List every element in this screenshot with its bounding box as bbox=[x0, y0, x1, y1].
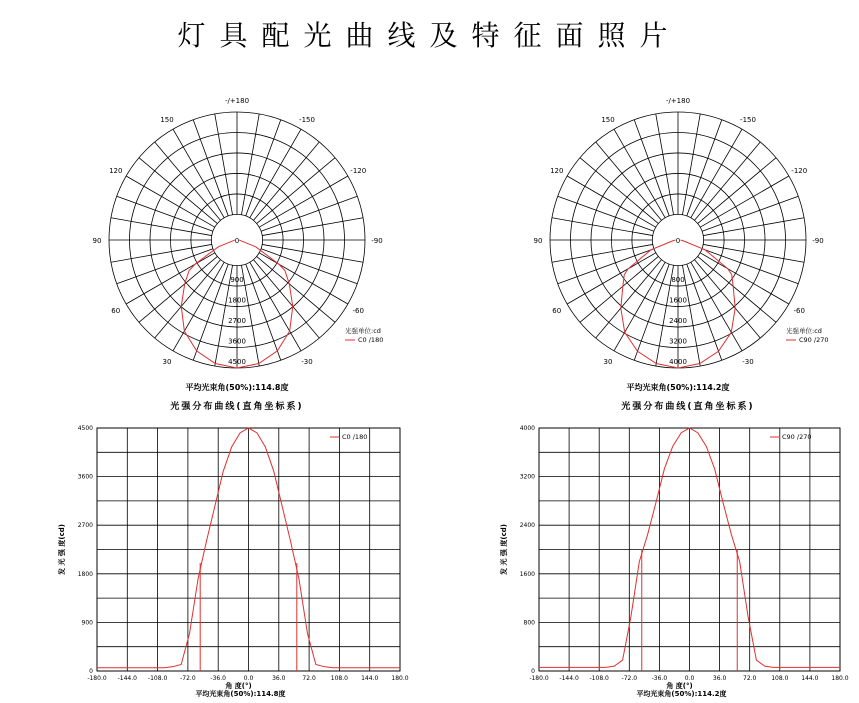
x-tick-label: 72.0 bbox=[743, 675, 757, 682]
polar-angle-label: 60 bbox=[552, 307, 562, 315]
x-tick-label: -36.0 bbox=[651, 675, 668, 682]
polar-spoke bbox=[703, 218, 804, 236]
x-tick-label: -180.0 bbox=[529, 675, 549, 682]
polar-radial-tick-label: 1800 bbox=[228, 296, 246, 305]
y-tick-label: 0 bbox=[531, 668, 535, 675]
polar-angle-label: -60 bbox=[793, 307, 805, 315]
y-tick-label: 3600 bbox=[77, 473, 93, 481]
polar-angle-label: 30 bbox=[162, 358, 172, 367]
polar-angle-label: 30 bbox=[603, 358, 613, 367]
polar-spoke bbox=[111, 244, 212, 262]
x-tick-label: 0.0 bbox=[684, 675, 695, 682]
polar-angle-label: -/+180 bbox=[665, 97, 691, 105]
x-tick-label: 144.0 bbox=[361, 675, 379, 682]
cartesian-heading-right: 光强分布曲线(直角坐标系) bbox=[621, 402, 755, 412]
x-tick-label: -72.0 bbox=[621, 675, 638, 682]
y-tick-label: 1600 bbox=[519, 570, 535, 578]
polar-spoke bbox=[193, 120, 228, 216]
polar-angle-label: -120 bbox=[791, 167, 808, 175]
x-tick-label: 180.0 bbox=[391, 675, 409, 682]
y-tick-label: 4500 bbox=[77, 425, 93, 432]
polar-radial-tick-label: 1600 bbox=[669, 296, 687, 305]
polar-radial-tick-label: 0 bbox=[234, 237, 240, 245]
x-tick-label: 108.0 bbox=[330, 675, 348, 682]
polar-spoke bbox=[634, 120, 669, 216]
x-tick-label: 180.0 bbox=[831, 675, 849, 682]
polar-angle-label: 120 bbox=[109, 167, 123, 175]
polar-spoke bbox=[241, 265, 259, 366]
x-tick-label: -72.0 bbox=[180, 675, 196, 682]
polar-radial-tick-label: 2700 bbox=[228, 317, 246, 326]
polar-angle-label: 60 bbox=[111, 307, 121, 315]
polar-spoke bbox=[262, 218, 363, 236]
y-tick-label: 3200 bbox=[519, 473, 535, 481]
polar-angle-label: -60 bbox=[352, 307, 364, 315]
polar-spoke bbox=[687, 264, 722, 360]
polar-spoke bbox=[702, 249, 798, 284]
polar-angle-label: -/+180 bbox=[224, 97, 250, 105]
x-tick-label: 0.0 bbox=[243, 675, 254, 682]
polar-spoke bbox=[246, 120, 281, 216]
legend-label: C90 /270 bbox=[782, 433, 812, 441]
x-axis-label: 角 度(°) bbox=[225, 682, 252, 690]
polar-spoke bbox=[687, 120, 722, 216]
polar-angle-label: 150 bbox=[160, 115, 174, 124]
polar-chart-c0 bbox=[93, 97, 384, 392]
polar-beam-angle: 平均光束角(50%):114.8度 bbox=[185, 383, 289, 392]
polar-spoke bbox=[552, 244, 653, 262]
polar-spoke bbox=[558, 196, 654, 231]
polar-angle-label: -90 bbox=[371, 237, 383, 245]
cartesian-heading-left: 光强分布曲线(直角坐标系) bbox=[170, 402, 304, 412]
polar-chart-c90 bbox=[534, 97, 829, 392]
cartesian-chart-c90 bbox=[499, 425, 849, 698]
polar-radial-tick-label: 0 bbox=[675, 237, 681, 245]
y-tick-label: 0 bbox=[89, 668, 93, 675]
polar-spoke bbox=[656, 114, 674, 215]
x-tick-label: -144.0 bbox=[117, 675, 137, 682]
x-tick-label: 144.0 bbox=[801, 675, 819, 682]
polar-spoke bbox=[117, 196, 213, 231]
polar-angle-label: -150 bbox=[740, 115, 756, 124]
polar-angle-label: -30 bbox=[301, 358, 313, 367]
polar-radial-tick-label: 800 bbox=[671, 276, 685, 285]
y-tick-label: 1800 bbox=[77, 570, 93, 578]
polar-spoke bbox=[634, 264, 669, 360]
polar-radial-tick-label: 3200 bbox=[669, 337, 687, 346]
y-tick-label: 900 bbox=[81, 619, 93, 627]
polar-spoke bbox=[261, 196, 357, 231]
y-tick-label: 4000 bbox=[519, 425, 535, 432]
polar-spoke bbox=[682, 114, 700, 215]
polar-spoke bbox=[111, 218, 212, 236]
x-tick-label: -144.0 bbox=[559, 675, 579, 682]
x-tick-label: -108.0 bbox=[589, 675, 609, 682]
polar-radial-tick-label: 2400 bbox=[669, 317, 687, 326]
polar-spoke bbox=[703, 244, 804, 262]
x-tick-label: 72.0 bbox=[302, 675, 316, 682]
legend-label: C0 /180 bbox=[342, 433, 368, 441]
polar-angle-label: 90 bbox=[533, 237, 543, 245]
polar-spoke bbox=[246, 264, 281, 360]
polar-angle-label: -120 bbox=[350, 167, 367, 175]
cartesian-beam-angle: 平均光束角(50%):114.8度 bbox=[195, 690, 286, 698]
y-axis-label: 发 光 强 度(cd) bbox=[500, 524, 508, 575]
polar-radial-tick-label: 3600 bbox=[228, 337, 246, 346]
polar-angle-label: 120 bbox=[550, 167, 564, 175]
polar-spoke bbox=[117, 249, 213, 284]
polar-legend-label: C0 /180 bbox=[358, 336, 384, 344]
polar-spoke bbox=[552, 218, 653, 236]
polar-radial-tick-label: 4000 bbox=[669, 358, 687, 366]
page-title: 灯具配光曲线及特征面照片 bbox=[177, 19, 682, 52]
y-tick-label: 2700 bbox=[77, 522, 93, 530]
polar-legend-label: C90 /270 bbox=[799, 336, 829, 344]
polar-spoke bbox=[682, 265, 700, 366]
x-tick-label: 108.0 bbox=[771, 675, 789, 682]
polar-radial-tick-label: 900 bbox=[230, 276, 244, 285]
polar-angle-label: 90 bbox=[92, 237, 102, 245]
polar-angle-label: -30 bbox=[742, 358, 754, 367]
y-tick-label: 800 bbox=[523, 619, 535, 627]
y-axis-label: 发 光 强 度(cd) bbox=[58, 524, 66, 575]
polar-angle-label: -150 bbox=[299, 115, 315, 124]
polar-angle-label: -90 bbox=[812, 237, 824, 245]
polar-spoke bbox=[261, 249, 357, 284]
x-tick-label: -36.0 bbox=[210, 675, 226, 682]
x-tick-label: 36.0 bbox=[712, 675, 727, 682]
polar-spoke bbox=[702, 196, 798, 231]
polar-spoke bbox=[262, 244, 363, 262]
polar-spoke bbox=[215, 114, 233, 215]
polar-unit-label: 光强单位:cd bbox=[345, 327, 381, 335]
polar-spoke bbox=[193, 264, 228, 360]
cartesian-chart-c0 bbox=[57, 425, 409, 698]
polar-angle-label: 150 bbox=[601, 115, 615, 124]
polar-unit-label: 光强单位:cd bbox=[786, 327, 822, 335]
polar-radial-tick-label: 4500 bbox=[228, 358, 246, 366]
x-tick-label: -108.0 bbox=[147, 675, 168, 682]
polar-spoke bbox=[558, 249, 654, 284]
x-axis-label: 角 度(°) bbox=[666, 682, 693, 690]
polar-spoke bbox=[241, 114, 259, 215]
y-tick-label: 2400 bbox=[519, 522, 535, 530]
cartesian-beam-angle: 平均光束角(50%):114.2度 bbox=[636, 690, 727, 698]
x-tick-label: -180.0 bbox=[87, 675, 107, 682]
x-tick-label: 36.0 bbox=[272, 675, 286, 682]
polar-beam-angle: 平均光束角(50%):114.2度 bbox=[626, 383, 730, 392]
